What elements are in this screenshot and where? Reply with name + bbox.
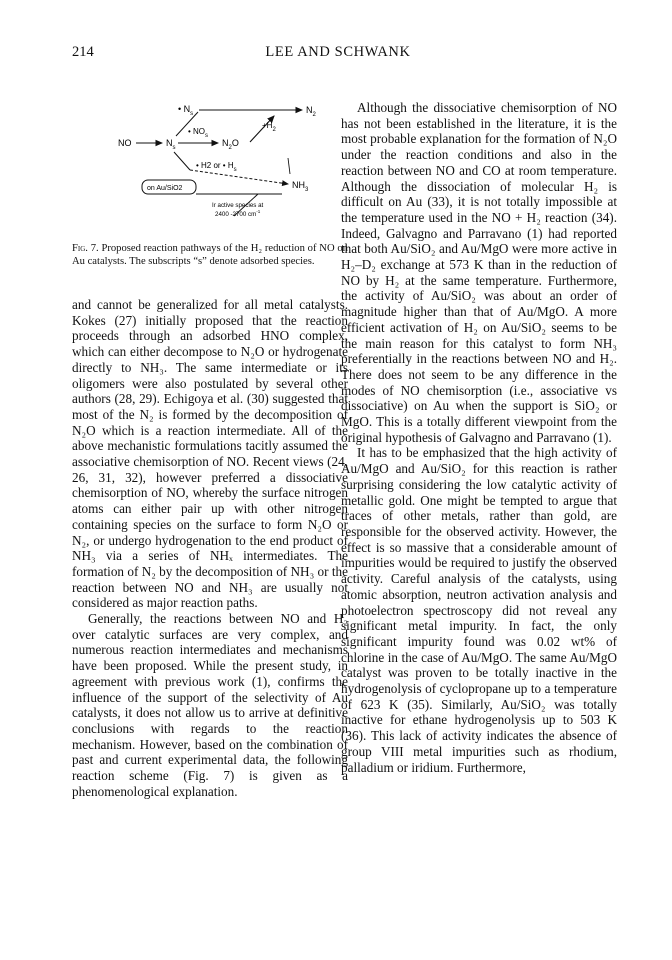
label-nos: • $NO_s$ (188, 127, 209, 139)
label-ns-top: • $N_s$ (178, 104, 194, 117)
left-paragraph-1: and cannot be generalized for all metal catalysts. Kokes (27) initially proposed that the reaction proceeds through an adsorbed HNO complex, which can either decompose to N₂O or hydrogenate directly to NH₃. The same intermediate or its oligomers were also postulated by several other authors (28, 29). Echigoya et al. (30) suggested that most of the N₂ is formed by the decomposition of N₂O which is a reaction intermediate. All of the above mechanistic formulations tacitly assumed the associative chemisorption of NO. Recent views (24, 26, 31, 32), however preferred a dissociative chemisorption of NO, whereby the surface nitrogen atoms can either pair up with other nitrogen containing species on the surface to form N₂O or N₂, or undergo hydrogenation to the end product of NH₃ via a series of NHₓ intermediates. The formation of N₂ by the decomposition of NH₃ or the reaction between NO and NH₃ are usually not considered as major reaction paths. (72, 297, 348, 611)
figure-caption (72, 242, 348, 268)
tick-nh3 (288, 158, 290, 174)
label-ir-2: 2400 -2700 $cm^{-1}$ (215, 209, 261, 218)
label-ir-1: Ir active species at (212, 202, 264, 209)
right-paragraph-2: It has to be emphasized that the high activity of Au/MgO and Au/SiO₂ for this reaction is rather surprising considering the low catalytic activity of metallic gold. One might be tempted to argue that traces of other metals, rather than gold, are responsible for the observed activity. However, the effect is so massive that a considerable amount of impurities would be required to justify the observed activity. Careful analysis of the catalysts, using atomic absorption, neutron activation analysis and photoelectron spectroscopy did not reveal any significant metal impurity. In fact, the only significant impurity found was 0.02 wt% of chlorine in the case of Au/MgO. The same Au/MgO catalyst was proven to be totally inactive in the hydrogenolysis of cyclopropane up to a temperature of 623 K (35). Similarly, Au/SiO₂ was totally inactive for ethane hydrogenolysis up to 503 K (36). This lack of activity indicates the absence of group VIII metal impurities such as rhodium, palladium or iridium. Furthermore, (341, 445, 617, 775)
line-ns-down (174, 152, 190, 170)
caption-text: Proposed reaction pathways of the H₂ reduction of NO on Au catalysts. The subscripts “s” denote adsorbed species. (72, 243, 348, 268)
page-number: 214 (72, 44, 94, 60)
right-paragraph-1: Although the dissociative chemisorption of NO has not been established in the literature, it is the most probable explanation for the formation of N₂O under the reaction conditions and also in the reaction between NO and CO at room temperature. Although the dissociation of molecular H₂ is difficult on Au (33), it is not totally impossible at the temperature used in the NO + H₂ reaction (34). Indeed, Galvagno and Parravano (1) had reported that both Au/SiO₂ and Au/MgO were more active in H₂–D₂ exchange at 573 K than in the reduction of NO by H₂ at the same temperature. Furthermore, the activity of Au/SiO₂ was about an order of magnitude higher than that of Au/MgO. A more efficient activation of H₂ on Au/SiO₂ seems to be the main reason for this catalyst to form NH₃ preferentially in the reactions between NO and H₂. There does not seem to be any difference in the modes of NO chemisorption (i.e., associative vs dissociative) on Au when the support is SiO₂ or MgO. This is a totally different viewpoint from the original hypothesis of Galvagno and Parravano (1). (341, 100, 617, 445)
label-no: NO (118, 138, 132, 148)
label-h2: $+H_2$ (262, 121, 276, 133)
label-box: on Au/SiO2 (147, 185, 183, 192)
left-paragraph-2: Generally, the reactions between NO and H₂ over catalytic surfaces are very complex, and numerous reaction intermediates and mechanisms have been proposed. While the present study, in agreement with previous work (1), confirms the influence of the support of the selectivity of Au catalysts, it does not allow us to arrive at definitive conclusions with regards to the reaction mechanism. However, based on the combination of past and current experimental data, the following reaction scheme (Fig. 7) is given as a phenomenological explanation. (72, 611, 348, 799)
caption-label: Fig. 7. (72, 243, 99, 254)
page-header (62, 44, 614, 64)
reaction-scheme-diagram (112, 90, 322, 230)
right-column (341, 100, 617, 775)
arrow-to-nh3 (190, 170, 288, 184)
running-head: LEE AND SCHWANK (265, 44, 411, 60)
label-n2-top: $N_2$ (306, 105, 316, 118)
label-h2-or-hs: • H2 or • $H_s$ (196, 161, 237, 173)
label-n2o: $N_2O$ (222, 138, 239, 151)
figure-7 (72, 90, 348, 280)
label-ns-mid: $N_s$ (166, 138, 176, 151)
label-nh3: $NH_3$ (292, 180, 309, 193)
left-column (72, 297, 348, 800)
